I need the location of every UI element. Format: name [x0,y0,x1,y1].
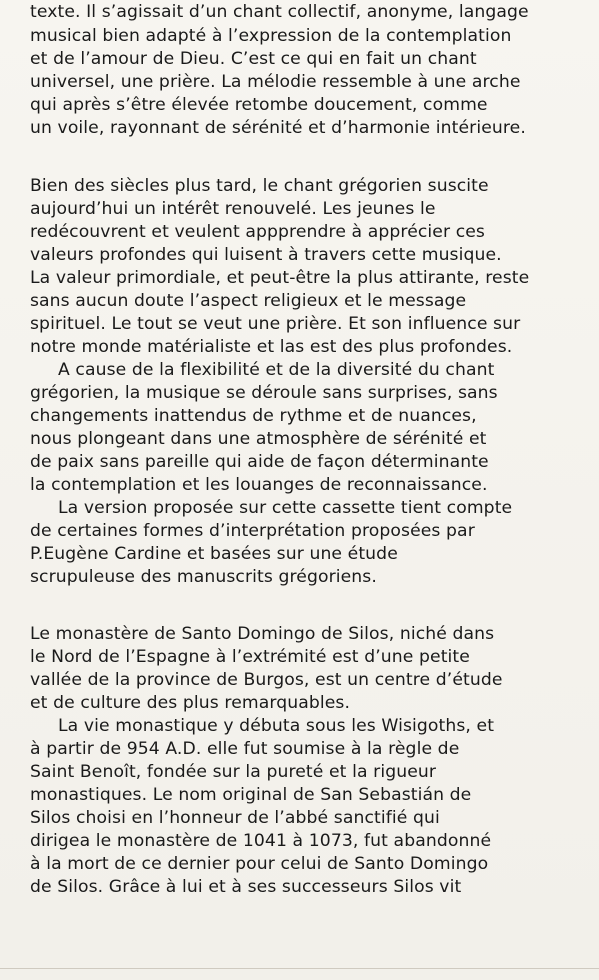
text-line: vallée de la province de Burgos, est un centre d’étude [30,670,503,690]
text-line: de Silos. Grâce à lui et à ses successeurs Silos vit [30,877,462,897]
text-line: grégorien, la musique se déroule sans surprises, sans [30,383,498,403]
text-line: A cause de la flexibilité et de la diversité du chant [58,360,495,380]
text-line: la contemplation et les louanges de reconnaissance. [30,475,488,495]
text-line: valeurs profondes qui luisent à travers cette musique. [30,245,502,265]
text-line: et de culture des plus remarquables. [30,693,351,713]
text-line: et de l’amour de Dieu. C’est ce qui en fait un chant [30,49,477,69]
text-line: nous plongeant dans une atmosphère de sérénité et [30,429,487,449]
text-line: le Nord de l’Espagne à l’extrémité est d’une petite [30,647,470,667]
text-line: scrupuleuse des manuscrits grégoriens. [30,567,377,587]
text-line: texte. Il s’agissait d’un chant collectif, anonyme, langage [30,2,529,22]
page-bottom-edge [0,968,599,969]
text-line: dirigea le monastère de 1041 à 1073, fut abandonné [30,831,492,851]
text-line: aujourd’hui un intérêt renouvelé. Les jeunes le [30,199,436,219]
text-line: qui après s’être élevée retombe doucement, comme [30,95,488,115]
text-line: Bien des siècles plus tard, le chant grégorien suscite [30,176,489,196]
text-line: La valeur primordiale, et peut-être la plus attirante, reste [30,268,530,288]
text-line: P.Eugène Cardine et basées sur une étude [30,544,398,564]
text-line: musical bien adapté à l’expression de la contemplation [30,26,512,46]
text-line: Silos choisi en l’honneur de l’abbé sanctifié qui [30,808,440,828]
text-line: changements inattendus de rythme et de nuances, [30,406,477,426]
text-line: La version proposée sur cette cassette tient compte [58,498,513,518]
text-line: à la mort de ce dernier pour celui de Santo Domingo [30,854,489,874]
text-line: de certaines formes d’interprétation proposées par [30,521,475,541]
text-line: à partir de 954 A.D. elle fut soumise à la règle de [30,739,460,759]
text-line: La vie monastique y débuta sous les Wisigoths, et [58,716,495,736]
text-line: universel, une prière. La mélodie ressemble à une arche [30,72,521,92]
text-line: sans aucun doute l’aspect religieux et le message [30,291,467,311]
text-line: Saint Benoît, fondée sur la pureté et la rigueur [30,762,437,782]
text-line: Le monastère de Santo Domingo de Silos, niché dans [30,624,495,644]
text-line: notre monde matérialiste et las est des plus profondes. [30,337,513,357]
text-line: monastiques. Le nom original de San Sebastián de [30,785,472,805]
text-line: de paix sans pareille qui aide de façon déterminante [30,452,489,472]
text-line: redécouvrent et veulent appprendre à apprécier ces [30,222,485,242]
text-line: spirituel. Le tout se veut une prière. Et son influence sur [30,314,521,334]
text-line: un voile, rayonnant de sérénité et d’harmonie intérieure. [30,118,526,138]
